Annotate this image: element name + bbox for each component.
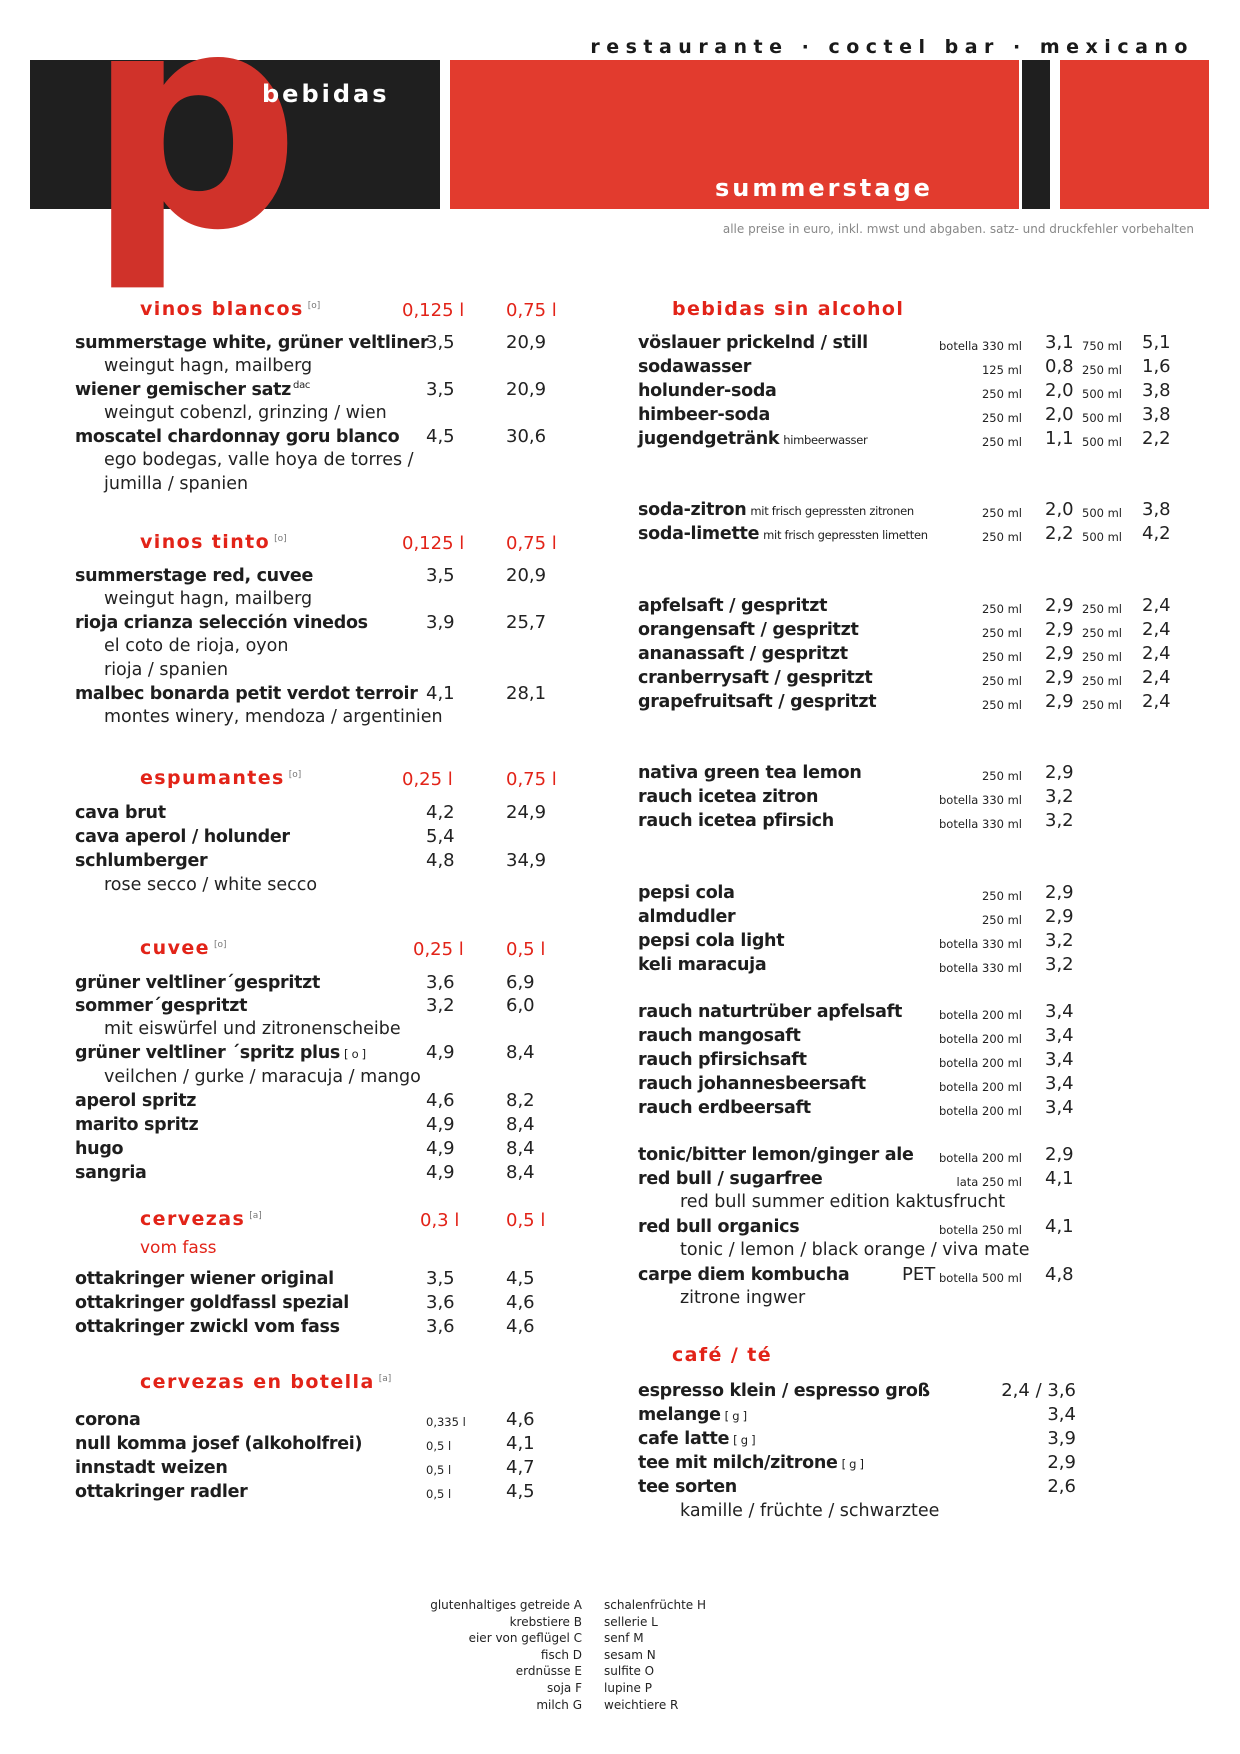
price: 4,2 bbox=[1142, 523, 1171, 544]
price-header-2: 0,75 l bbox=[506, 533, 557, 554]
price: 28,1 bbox=[506, 683, 547, 704]
price: 3,1 bbox=[1045, 332, 1074, 353]
price: 2,9 bbox=[1045, 882, 1074, 903]
price: 4,9 bbox=[426, 1042, 455, 1063]
menu-item: grüner veltliner´gespritzt bbox=[75, 973, 321, 993]
price: 3,5 bbox=[426, 565, 455, 586]
item-size: botella 200 ml bbox=[938, 1104, 1022, 1118]
price: 20,9 bbox=[506, 565, 547, 586]
menu-item: corona bbox=[75, 1410, 141, 1430]
price: 2,9 bbox=[1045, 691, 1074, 712]
menu-item: ottakringer zwickl vom fass bbox=[75, 1317, 340, 1337]
menu-item: rioja crianza selección vinedos bbox=[75, 613, 368, 633]
price-header-2: 0,75 l bbox=[506, 300, 557, 321]
menu-item: rauch mangosaft bbox=[638, 1026, 801, 1046]
item-size: botella 330 ml bbox=[938, 961, 1022, 975]
price: 3,4 bbox=[1045, 1025, 1074, 1046]
item-size: botella 330 ml bbox=[938, 793, 1022, 807]
item-description: ego bodegas, valle hoya de torres / bbox=[104, 450, 414, 470]
price: 1,6 bbox=[1142, 356, 1171, 377]
price-header-2: 0,5 l bbox=[506, 939, 546, 960]
menu-item: rauch erdbeersaft bbox=[638, 1098, 811, 1118]
price: 8,4 bbox=[506, 1114, 535, 1135]
menu-item: red bull / sugarfree bbox=[638, 1169, 823, 1189]
section-title-espumantes: espumantes [o] bbox=[140, 767, 302, 789]
menu-item: holunder-soda bbox=[638, 381, 777, 401]
menu-item: melange [ g ] bbox=[638, 1405, 747, 1425]
item-size: 250 ml bbox=[981, 769, 1022, 783]
menu-item: ottakringer wiener original bbox=[75, 1269, 334, 1289]
page-title: bebidas bbox=[262, 80, 390, 108]
price-header-1: 0,25 l bbox=[402, 769, 453, 790]
allergen-entry: soja F bbox=[547, 1680, 582, 1695]
price: 3,6 bbox=[426, 1292, 455, 1313]
item-description: red bull summer edition kaktusfrucht bbox=[680, 1192, 1006, 1212]
menu-item: almdudler bbox=[638, 907, 736, 927]
price: 4,8 bbox=[426, 850, 455, 871]
price: 8,4 bbox=[506, 1042, 535, 1063]
menu-item: sommer´gespritzt bbox=[75, 996, 248, 1016]
menu-item: innstadt weizen bbox=[75, 1458, 228, 1478]
menu-item: cava brut bbox=[75, 803, 166, 823]
item-description: kamille / früchte / schwarztee bbox=[680, 1501, 940, 1521]
item-size: 250 ml bbox=[981, 889, 1022, 903]
allergen-entry: sulfite O bbox=[604, 1664, 655, 1679]
item-description: zitrone ingwer bbox=[680, 1288, 806, 1308]
menu-item: hugo bbox=[75, 1139, 124, 1159]
item-size: 250 ml bbox=[981, 674, 1022, 688]
menu-item: moscatel chardonnay goru blanco bbox=[75, 427, 400, 447]
item-size: 500 ml bbox=[1082, 411, 1123, 425]
menu-item: summerstage red, cuvee bbox=[75, 566, 314, 586]
price: 2,4 / 3,6 bbox=[1001, 1380, 1076, 1401]
menu-item: ananassaft / gespritzt bbox=[638, 644, 848, 664]
price: 2,0 bbox=[1045, 380, 1074, 401]
item-size: 500 ml bbox=[1082, 506, 1123, 520]
item-size: 125 ml bbox=[981, 363, 1022, 377]
price: 4,5 bbox=[506, 1481, 535, 1502]
allergen-entry: sellerie L bbox=[604, 1614, 658, 1629]
price: 3,2 bbox=[1045, 810, 1074, 831]
item-size: botella 200 ml bbox=[938, 1151, 1022, 1165]
menu-item: rauch pfirsichsaft bbox=[638, 1050, 807, 1070]
price: 4,1 bbox=[506, 1433, 535, 1454]
price: 4,1 bbox=[1045, 1168, 1074, 1189]
price: 2,9 bbox=[1047, 1452, 1076, 1473]
price: 3,2 bbox=[426, 995, 455, 1016]
item-size: lata 250 ml bbox=[956, 1175, 1022, 1189]
item-size: botella 200 ml bbox=[938, 1032, 1022, 1046]
menu-item: keli maracuja bbox=[638, 955, 767, 975]
price: 30,6 bbox=[506, 426, 547, 447]
price: 2,6 bbox=[1047, 1476, 1076, 1497]
allergen-entry: milch G bbox=[536, 1697, 582, 1712]
item-description: jumilla / spanien bbox=[104, 474, 249, 494]
item-size: botella 200 ml bbox=[938, 1056, 1022, 1070]
menu-item: soda-limette mit frisch gepressten limetten bbox=[638, 524, 928, 544]
item-size: 250 ml bbox=[1082, 674, 1123, 688]
item-size: botella 250 ml bbox=[938, 1223, 1022, 1237]
item-size: 250 ml bbox=[981, 387, 1022, 401]
item-size: 250 ml bbox=[981, 913, 1022, 927]
menu-item: pepsi cola bbox=[638, 883, 735, 903]
item-size: botella 330 ml bbox=[938, 339, 1022, 353]
menu-item: ottakringer radler bbox=[75, 1482, 248, 1502]
section-title-sin-alcohol: bebidas sin alcohol bbox=[672, 298, 905, 320]
item-size: 250 ml bbox=[981, 411, 1022, 425]
allergen-entry: lupine P bbox=[604, 1680, 652, 1695]
price: 4,6 bbox=[426, 1090, 455, 1111]
price: 2,9 bbox=[1045, 762, 1074, 783]
item-size: 500 ml bbox=[1082, 530, 1123, 544]
item-size: 250 ml bbox=[981, 506, 1022, 520]
item-description: tonic / lemon / black orange / viva mate bbox=[680, 1240, 1030, 1260]
item-size: botella 330 ml bbox=[938, 937, 1022, 951]
menu-item: cranberrysaft / gespritzt bbox=[638, 668, 873, 688]
price: 3,4 bbox=[1045, 1001, 1074, 1022]
item-size: 0,335 l bbox=[426, 1415, 466, 1429]
menu-item: rauch naturtrüber apfelsaft bbox=[638, 1002, 903, 1022]
allergen-entry: eier von geflügel C bbox=[468, 1631, 582, 1646]
item-size: 250 ml bbox=[1082, 698, 1123, 712]
allergen-entry: sesam N bbox=[604, 1647, 656, 1662]
price: 2,9 bbox=[1045, 643, 1074, 664]
price: 2,0 bbox=[1045, 499, 1074, 520]
menu-item: sodawasser bbox=[638, 357, 752, 377]
allergen-entry: krebstiere B bbox=[509, 1614, 582, 1629]
section-title-cervezas-botella: cervezas en botella [a] bbox=[140, 1371, 392, 1393]
price: 3,2 bbox=[1045, 786, 1074, 807]
price: 5,4 bbox=[426, 826, 455, 847]
price: 2,9 bbox=[1045, 906, 1074, 927]
item-size: botella 500 ml bbox=[938, 1271, 1022, 1285]
item-size: 250 ml bbox=[981, 435, 1022, 449]
menu-item: jugendgetränk himbeerwasser bbox=[638, 429, 868, 449]
price-header-2: 0,5 l bbox=[506, 1210, 546, 1231]
item-size: botella 330 ml bbox=[938, 817, 1022, 831]
price: 3,9 bbox=[1047, 1428, 1076, 1449]
price: 4,5 bbox=[506, 1268, 535, 1289]
item-description: el coto de rioja, oyon bbox=[104, 636, 289, 656]
price: 8,2 bbox=[506, 1090, 535, 1111]
item-size: 250 ml bbox=[981, 626, 1022, 640]
menu-item: espresso klein / espresso groß bbox=[638, 1381, 930, 1401]
allergen-entry: schalenfrüchte H bbox=[604, 1598, 707, 1612]
menu-item: grüner veltliner ´spritz plus [ o ] bbox=[75, 1043, 366, 1063]
price: 4,6 bbox=[506, 1292, 535, 1313]
menu-item: rauch icetea pfirsich bbox=[638, 811, 834, 831]
item-size: 0,5 l bbox=[426, 1487, 452, 1501]
menu-item: grapefruitsaft / gespritzt bbox=[638, 692, 877, 712]
item-size: 250 ml bbox=[1082, 650, 1123, 664]
price: 3,5 bbox=[426, 1268, 455, 1289]
allergen-entry: senf M bbox=[604, 1631, 644, 1646]
allergen-entry: weichtiere R bbox=[604, 1697, 679, 1712]
price: 20,9 bbox=[506, 379, 547, 400]
price: 2,4 bbox=[1142, 691, 1171, 712]
price: 3,4 bbox=[1045, 1049, 1074, 1070]
item-description: rose secco / white secco bbox=[104, 875, 318, 895]
allergen-entry: erdnüsse E bbox=[515, 1664, 582, 1679]
menu-item: cafe latte [ g ] bbox=[638, 1429, 756, 1449]
price-header-1: 0,125 l bbox=[402, 300, 465, 321]
menu-item: soda-zitron mit frisch gepressten zitronen bbox=[638, 500, 914, 520]
price: 3,5 bbox=[426, 379, 455, 400]
allergen-entry: glutenhaltiges getreide A bbox=[430, 1598, 582, 1612]
item-size: botella 200 ml bbox=[938, 1008, 1022, 1022]
price: 4,2 bbox=[426, 802, 455, 823]
tagline: restaurante · coctel bar · mexicano bbox=[590, 36, 1194, 58]
price: 24,9 bbox=[506, 802, 547, 823]
item-size: 750 ml bbox=[1082, 339, 1123, 353]
price: 34,9 bbox=[506, 850, 547, 871]
item-description: rioja / spanien bbox=[104, 660, 229, 680]
menu-item: tonic/bitter lemon/ginger ale bbox=[638, 1145, 914, 1165]
allergen-legend-left bbox=[430, 1597, 582, 1713]
price: 2,2 bbox=[1142, 428, 1171, 449]
venue-title: summerstage bbox=[715, 174, 933, 202]
price: 4,5 bbox=[426, 426, 455, 447]
price: 3,8 bbox=[1142, 499, 1171, 520]
item-size: 250 ml bbox=[1082, 363, 1123, 377]
menu-item: tee mit milch/zitrone [ g ] bbox=[638, 1453, 864, 1473]
price: 3,9 bbox=[426, 612, 455, 633]
price: 4,9 bbox=[426, 1114, 455, 1135]
menu-item: nativa green tea lemon bbox=[638, 763, 862, 783]
price: 20,9 bbox=[506, 332, 547, 353]
price: 4,1 bbox=[1045, 1216, 1074, 1237]
section-title-cuvee: cuvee [o] bbox=[140, 937, 227, 959]
price: 4,9 bbox=[426, 1138, 455, 1159]
menu-item: pepsi cola light bbox=[638, 931, 785, 951]
price-header-1: 0,125 l bbox=[402, 533, 465, 554]
price: 4,6 bbox=[506, 1409, 535, 1430]
menu-item: malbec bonarda petit verdot terroir bbox=[75, 684, 418, 704]
item-size: 250 ml bbox=[981, 530, 1022, 544]
price: 8,4 bbox=[506, 1162, 535, 1183]
item-size: 0,5 l bbox=[426, 1439, 452, 1453]
item-size: 250 ml bbox=[1082, 626, 1123, 640]
price: 3,8 bbox=[1142, 380, 1171, 401]
price-header-1: 0,25 l bbox=[413, 939, 464, 960]
price: 6,9 bbox=[506, 972, 535, 993]
item-size: 250 ml bbox=[981, 698, 1022, 712]
section-title-vinos-blancos: vinos blancos [o] bbox=[140, 298, 321, 320]
menu-item: tee sorten bbox=[638, 1477, 737, 1497]
price: 8,4 bbox=[506, 1138, 535, 1159]
menu-item: summerstage white, grüner veltliner bbox=[75, 333, 429, 353]
menu-item: orangensaft / gespritzt bbox=[638, 620, 859, 640]
price-disclaimer: alle preise in euro, inkl. mwst und abgaben. satz- und druckfehler vorbehalten bbox=[722, 222, 1194, 236]
price: 5,1 bbox=[1142, 332, 1171, 353]
section-subtitle: vom fass bbox=[140, 1238, 217, 1258]
menu-item: rauch johannesbeersaft bbox=[638, 1074, 866, 1094]
price: 4,1 bbox=[426, 683, 455, 704]
menu-item: red bull organics bbox=[638, 1217, 800, 1237]
price: 2,9 bbox=[1045, 619, 1074, 640]
header-black-stripe bbox=[1022, 60, 1050, 209]
price: 3,6 bbox=[426, 972, 455, 993]
item-description: weingut hagn, mailberg bbox=[104, 589, 313, 609]
item-description: weingut cobenzl, grinzing / wien bbox=[104, 403, 387, 423]
price: 3,4 bbox=[1045, 1073, 1074, 1094]
price: 2,9 bbox=[1045, 667, 1074, 688]
menu-item: wiener gemischer satz $^{dac}$ bbox=[75, 380, 311, 400]
menu-item: ottakringer goldfassl spezial bbox=[75, 1293, 349, 1313]
menu-item: sangria bbox=[75, 1163, 147, 1183]
item-size: 250 ml bbox=[981, 650, 1022, 664]
price: 3,8 bbox=[1142, 404, 1171, 425]
price: 6,0 bbox=[506, 995, 535, 1016]
item-size: 500 ml bbox=[1082, 435, 1123, 449]
price: 3,4 bbox=[1047, 1404, 1076, 1425]
menu-item: vöslauer prickelnd / still bbox=[638, 333, 868, 353]
item-description: veilchen / gurke / maracuja / mango bbox=[104, 1067, 421, 1087]
allergen-entry: fisch D bbox=[540, 1647, 582, 1662]
price: 4,7 bbox=[506, 1457, 535, 1478]
price: 3,2 bbox=[1045, 954, 1074, 975]
price-header-1: 0,3 l bbox=[420, 1210, 460, 1231]
item-size: 500 ml bbox=[1082, 387, 1123, 401]
item-size: botella 200 ml bbox=[938, 1080, 1022, 1094]
price: 2,4 bbox=[1142, 643, 1171, 664]
section-title-cafe: café / té bbox=[672, 1344, 772, 1366]
menu-item: rauch icetea zitron bbox=[638, 787, 819, 807]
menu-item: apfelsaft / gespritzt bbox=[638, 596, 828, 616]
header-red-square bbox=[1060, 60, 1209, 209]
menu-item: cava aperol / holunder bbox=[75, 827, 290, 847]
item-size: 250 ml bbox=[1082, 602, 1123, 616]
menu-item: aperol spritz bbox=[75, 1091, 197, 1111]
price-header-2: 0,75 l bbox=[506, 769, 557, 790]
menu-item: null komma josef (alkoholfrei) bbox=[75, 1434, 363, 1454]
price: 1,1 bbox=[1045, 428, 1074, 449]
price: 2,4 bbox=[1142, 595, 1171, 616]
price: 3,4 bbox=[1045, 1097, 1074, 1118]
menu-item: schlumberger bbox=[75, 851, 208, 871]
price: 3,6 bbox=[426, 1316, 455, 1337]
menu-item: marito spritz bbox=[75, 1115, 199, 1135]
item-size: 0,5 l bbox=[426, 1463, 452, 1477]
pet-label: PET bbox=[902, 1264, 936, 1285]
price: 2,4 bbox=[1142, 667, 1171, 688]
item-description: weingut hagn, mailberg bbox=[104, 356, 313, 376]
price: 2,9 bbox=[1045, 595, 1074, 616]
price: 2,2 bbox=[1045, 523, 1074, 544]
item-size: 250 ml bbox=[981, 602, 1022, 616]
price: 2,9 bbox=[1045, 1144, 1074, 1165]
price: 0,8 bbox=[1045, 356, 1074, 377]
allergen-legend-right bbox=[604, 1597, 706, 1713]
logo-letter: p bbox=[86, 0, 295, 296]
price: 2,0 bbox=[1045, 404, 1074, 425]
price: 4,8 bbox=[1045, 1264, 1074, 1285]
price: 2,4 bbox=[1142, 619, 1171, 640]
menu-item: himbeer-soda bbox=[638, 405, 771, 425]
item-description: montes winery, mendoza / argentinien bbox=[104, 707, 443, 727]
price: 4,6 bbox=[506, 1316, 535, 1337]
menu-item: carpe diem kombucha bbox=[638, 1265, 850, 1285]
item-description: mit eiswürfel und zitronenscheibe bbox=[104, 1019, 401, 1039]
section-title-cervezas: cervezas [a] bbox=[140, 1208, 262, 1230]
price: 3,2 bbox=[1045, 930, 1074, 951]
section-title-vinos-tinto: vinos tinto [o] bbox=[140, 531, 287, 553]
price: 25,7 bbox=[506, 612, 547, 633]
price: 3,5 bbox=[426, 332, 455, 353]
price: 4,9 bbox=[426, 1162, 455, 1183]
